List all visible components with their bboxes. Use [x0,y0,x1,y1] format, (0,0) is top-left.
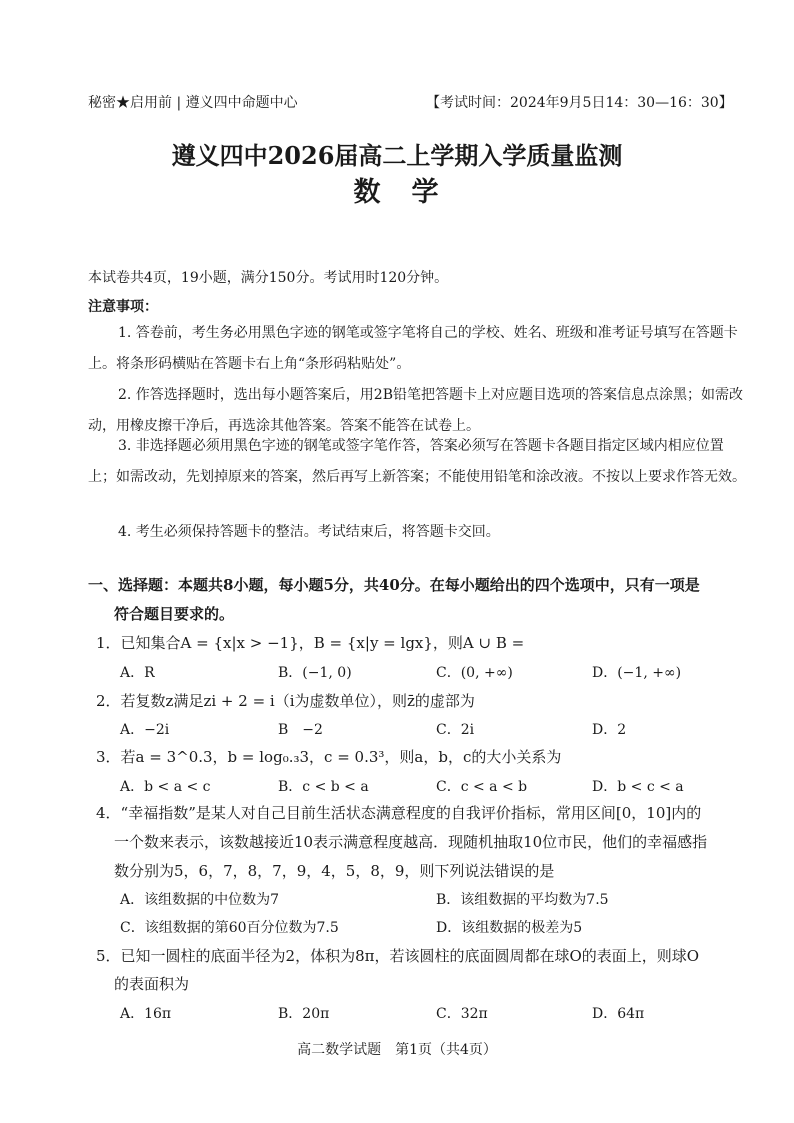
question-2-option-c: C．2i [436,722,475,738]
question-3-option-c: C．c < a < b [436,779,528,795]
subject-title: 数 学 [353,177,441,208]
question-1-option-d: D．(−1, +∞) [592,665,682,681]
question-5-option-b: B．20π [278,1006,330,1022]
question-3-option-a: A．b < a < c [120,779,211,795]
notes-heading: 注意事项： [88,299,158,315]
note-item-3: 3. 非选择题必须用黑色字迹的钢笔或签字笔作答，答案必须写在答题卡各题目指定区域内相应位置上；如需改动，先划掉原来的答案，然后再写上新答案；不能使用铅笔和涂改液。不按以上要求作答无效。 [88,438,746,485]
question-1-option-c: C．(0, +∞) [436,665,513,681]
section-heading: 一、选择题：本题共8小题，每小题5分，共40分。在每小题给出的四个选项中，只有一项是 [88,576,700,594]
intro-text: 本试卷共4页，19小题，满分150分。考试用时120分钟。 [88,270,449,286]
question-3-stem: 3．若a = 3^0.3，b = log₀.₃3，c = 0.3³，则a，b，c的大小关系为 [96,748,562,766]
question-4-option-a: A．该组数据的中位数为7 [120,892,280,908]
question-4-option-d: D．该组数据的极差为5 [436,920,583,936]
section-heading-cont: 符合题目要求的。 [114,605,235,623]
header-exam-time: 【考试时间：2024年9月5日14：30—16：30】 [426,95,733,111]
question-1-option-b: B．(−1, 0) [278,665,352,681]
page-footer: 高二数学试题 第1页（共4页） [297,1042,497,1058]
question-4-line-2: 一个数来表示，该数越接近10表示满意程度越高．现随机抽取10位市民，他们的幸福感指 [114,833,708,851]
question-2-option-d: D．2 [592,722,627,738]
question-4-line-1: 4．“幸福指数”是某人对自己目前生活状态满意程度的自我评价指标，常用区间[0，10]内的 [96,804,702,822]
question-5-line-1: 5．已知一圆柱的底面半径为2，体积为8π，若该圆柱的底面圆周都在球O的表面上，则球O [96,947,700,965]
question-4-option-b: B．该组数据的平均数为7.5 [436,892,609,908]
header-confidential: 秘密★启用前 | 遵义四中命题中心 [88,95,298,111]
question-5-option-a: A．16π [120,1006,172,1022]
page-title: 遵义四中2026届高二上学期入学质量监测 [171,141,623,170]
question-5-option-c: C．32π [436,1006,488,1022]
question-1-option-a: A．R [120,665,155,681]
question-3-option-b: B．c < b < a [278,779,369,795]
note-item-2: 2. 作答选择题时，选出每小题答案后，用2B铅笔把答题卡上对应题目选项的答案信息点涂黑；如需改动，用橡皮擦干净后，再选涂其他答案。答案不能答在试卷上。 [88,387,744,434]
question-2-option-a: A．−2i [120,722,170,738]
question-2-stem: 2．若复数z满足zi + 2 = i（i为虚数单位），则z̄的虚部为 [96,692,475,710]
note-item-1: 1. 答卷前，考生务必用黑色字迹的钢笔或签字笔将自己的学校、姓名、班级和准考证号填写在答题卡上。将条形码横贴在答题卡右上角“条形码粘贴处”。 [88,325,738,372]
question-4-line-3: 数分别为5，6，7，8，7，9，4，5，8，9，则下列说法错误的是 [114,862,555,880]
question-2-option-b: B −2 [278,722,323,738]
question-5-option-d: D．64π [592,1006,645,1022]
question-1-stem: 1．已知集合A = {x|x > −1}，B = {x|y = lgx}，则A ∪ B = [96,634,525,652]
note-item-4: 4. 考生必须保持答题卡的整洁。考试结束后，将答题卡交回。 [118,524,500,540]
question-5-line-2: 的表面积为 [114,975,190,993]
question-4-option-c: C．该组数据的第60百分位数为7.5 [120,920,339,936]
question-3-option-d: D．b < c < a [592,779,684,795]
